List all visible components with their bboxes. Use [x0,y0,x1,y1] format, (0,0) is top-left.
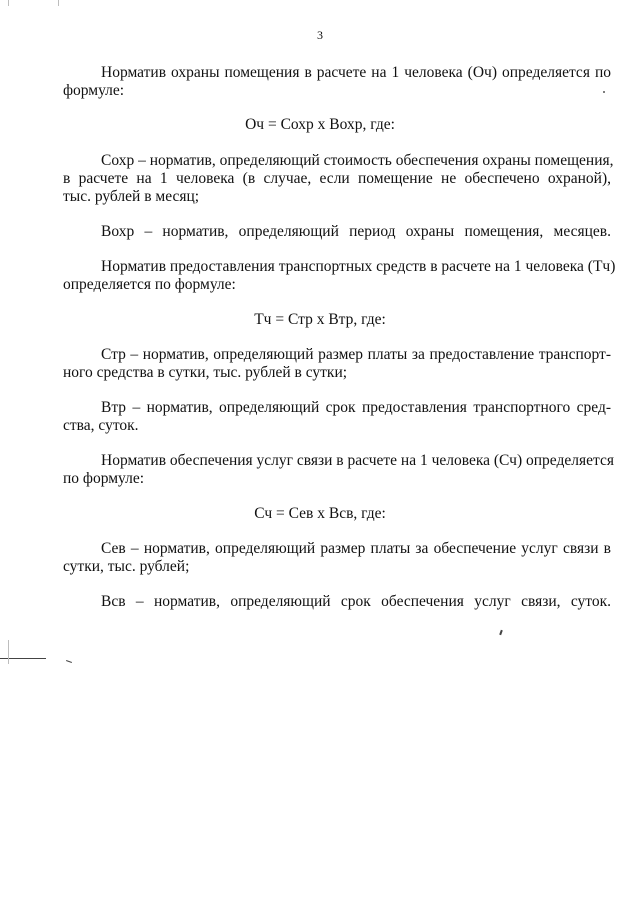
scan-dash-mark [499,630,503,635]
definition-sohr-line1: Сохр – норматив, определяющий стоимость обеспечения охраны помещения, [101,152,614,169]
paragraph-communication-norm-line2: по формуле: [63,470,145,487]
page-edge-mark-top-right [58,0,59,6]
page-number: 3 [317,28,323,42]
paragraph-communication-norm-line1: Норматив обеспечения услуг связи в расчете на 1 человека (Сч) определяется [101,452,614,469]
definition-str-line2: ного средства в сутки, тыс. рублей в сутки; [63,364,348,381]
paragraph-transport-norm-line2: определяется по формуле: [63,276,236,293]
definition-sohr-line3: тыс. рублей в месяц; [63,188,200,205]
definition-sohr-line2: в расчете на 1 человека (в случае, если помещение не обеспечено охраной), [63,170,611,187]
definition-vtr-line2: ства, суток. [63,417,139,434]
paragraph-security-norm-line1: Норматив охраны помещения в расчете на 1 человека (Оч) определяется по [101,64,611,81]
scan-tick-mark [66,660,72,663]
scan-speck [603,91,605,93]
definition-vtr-line1: Втр – норматив, определяющий срок предоставления транспортного сред- [101,399,611,416]
formula-transport: Тч = Стр х Втр, где: [254,311,386,328]
formula-security: Оч = Сохр х Вохр, где: [245,116,395,133]
page-edge-mark-left [8,640,9,664]
page-edge-mark-top-left [8,0,9,6]
definition-sev-line2: сутки, тыс. рублей; [63,558,190,575]
paragraph-security-norm-line2: формуле: [63,82,125,99]
definition-vohr: Вохр – норматив, определяющий период охраны помещения, месяцев. [101,223,611,240]
scan-line-mark [0,658,46,659]
definition-vsv: Всв – норматив, определяющий срок обеспечения услуг связи, суток. [101,593,611,610]
paragraph-transport-norm-line1: Норматив предоставления транспортных средств в расчете на 1 человека (Тч) [101,258,616,275]
definition-str-line1: Стр – норматив, определяющий размер платы за предоставление транспорт- [101,346,611,363]
definition-sev-line1: Сев – норматив, определяющий размер платы за обеспечение услуг связи в [101,540,611,557]
formula-communication: Сч = Сев х Всв, где: [254,505,386,522]
